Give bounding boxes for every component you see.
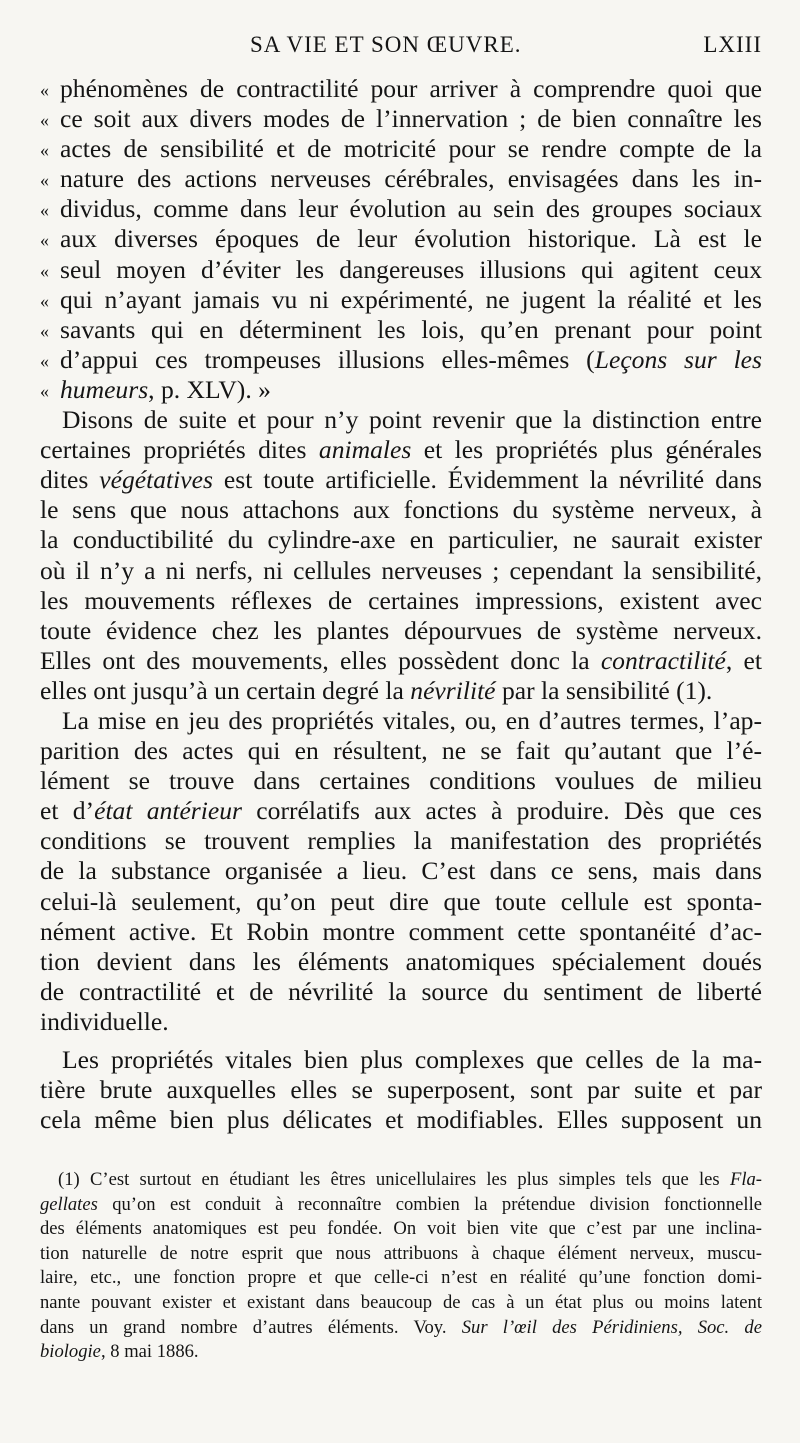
text-line: « ce soit aux divers modes de l’innervation ; de bien connaître les bbox=[40, 104, 762, 134]
text-line: où il n’y a ni nerfs, ni cellules nerveuses ; cependant la sensibilité, bbox=[40, 555, 762, 585]
paragraph-spacer bbox=[40, 1037, 762, 1045]
footnote-line: gellates qu’on est conduit à reconnaître combien la prétendue division fonctionnelle bbox=[40, 1193, 762, 1215]
text-line: certaines propriétés dites animales et les propriétés plus générales bbox=[40, 435, 762, 465]
text-line: et d’état antérieur corrélatifs aux actes à produire. Dès que ces bbox=[40, 796, 762, 826]
text-line: nément active. Et Robin montre comment cette spontanéité d’ac- bbox=[40, 916, 762, 946]
footnote-line: nante pouvant exister et existant dans beaucoup de cas à un état plus ou moins latent bbox=[40, 1291, 762, 1313]
text-line: « seul moyen d’éviter les dangereuses illusions qui agitent ceux bbox=[40, 254, 762, 284]
text-line: conditions se trouvent remplies la manifestation des propriétés bbox=[40, 826, 762, 856]
text-line: celui-là seulement, qu’on peut dire que toute cellule est sponta- bbox=[40, 886, 762, 916]
text-line: La mise en jeu des propriétés vitales, ou, en d’autres termes, l’ap- bbox=[62, 705, 762, 735]
text-line: Les propriétés vitales bien plus complexes que celles de la ma- bbox=[62, 1045, 762, 1074]
text-line: « phénomènes de contractilité pour arriver à comprendre quoi que bbox=[40, 74, 762, 103]
footnote-line: des éléments anatomiques est peu fondée. On voit bien vite que c’est par une inclina- bbox=[40, 1218, 762, 1240]
paragraph-quotation bbox=[40, 74, 762, 405]
text-line: les mouvements réflexes de certaines impressions, existent avec bbox=[40, 585, 762, 615]
text-line: « actes de sensibilité et de motricité pour se rendre compte de la bbox=[40, 134, 762, 164]
text-line: la conductibilité du cylindre-axe en particulier, ne saurait exister bbox=[40, 525, 762, 555]
running-title: SA VIE ET SON ŒUVRE. bbox=[250, 32, 522, 57]
text-line: cela même bien plus délicates et modifiables. Elles supposent un bbox=[40, 1105, 762, 1135]
text-line: dites végétatives est toute artificielle. Évidemment la névrilité dans bbox=[40, 465, 762, 495]
text-line: le sens que nous attachons aux fonctions du système nerveux, à bbox=[40, 495, 762, 525]
paragraph bbox=[40, 1045, 762, 1135]
text-line: « qui n’ayant jamais vu ni expérimenté, ne jugent la réalité et les bbox=[40, 284, 762, 314]
footnote-line: (1) C’est surtout en étudiant les êtres unicellulaires les plus simples tels que les Fla- bbox=[58, 1169, 762, 1190]
page-number: LXIII bbox=[703, 32, 762, 57]
paragraph bbox=[40, 706, 762, 1037]
text-line: de la substance organisée a lieu. C’est dans ce sens, mais dans bbox=[40, 856, 762, 886]
text-line: lément se trouve dans certaines conditions voulues de milieu bbox=[40, 766, 762, 796]
footnote-line: dans un grand nombre d’autres éléments. Voy. Sur l’œil des Péridiniens, Soc. de bbox=[40, 1316, 762, 1338]
text-line: Elles ont des mouvements, elles possèdent donc la contractilité, et bbox=[40, 645, 762, 675]
text-line: elles ont jusqu’à un certain degré la névrilité par la sensibilité (1). bbox=[40, 675, 713, 705]
footnote bbox=[40, 1168, 762, 1365]
text-line: individuelle. bbox=[40, 1006, 169, 1036]
footnote-line: laire, etc., une fonction propre et que celle-ci n’est en réalité qu’une fonction domi- bbox=[40, 1267, 762, 1289]
running-header bbox=[40, 30, 762, 64]
text-line: de contractilité et de névrilité la source du sentiment de liberté bbox=[40, 976, 762, 1006]
footnote-line: tion naturelle de notre esprit que nous attribuons à chaque élément nerveux, muscu- bbox=[40, 1242, 762, 1264]
main-text bbox=[40, 74, 762, 1135]
text-line: « dividus, comme dans leur évolution au sein des groupes sociaux bbox=[40, 194, 762, 224]
footnote-line: biologie, 8 mai 1886. bbox=[40, 1341, 199, 1363]
text-line: tion devient dans les éléments anatomiques spécialement doués bbox=[40, 946, 762, 976]
text-line: « aux diverses époques de leur évolution historique. Là est le bbox=[40, 224, 762, 254]
text-line: toute évidence chez les plantes dépourvues de système nerveux. bbox=[40, 615, 762, 645]
text-line: « humeurs, p. XLV). » bbox=[40, 374, 271, 404]
text-line: « d’appui ces trompeuses illusions elles-mêmes (Leçons sur les bbox=[40, 344, 763, 374]
text-line: tière brute auxquelles elles se superposent, sont par suite et par bbox=[40, 1075, 762, 1105]
paragraph bbox=[40, 405, 762, 706]
text-line: Disons de suite et pour n’y point revenir que la distinction entre bbox=[62, 405, 762, 435]
text-line: parition des actes qui en résultent, ne se fait qu’autant que l’é- bbox=[40, 736, 762, 766]
text-line: « nature des actions nerveuses cérébrales, envisagées dans les in- bbox=[40, 164, 762, 194]
text-line: « savants qui en déterminent les lois, qu’en prenant pour point bbox=[40, 314, 762, 344]
